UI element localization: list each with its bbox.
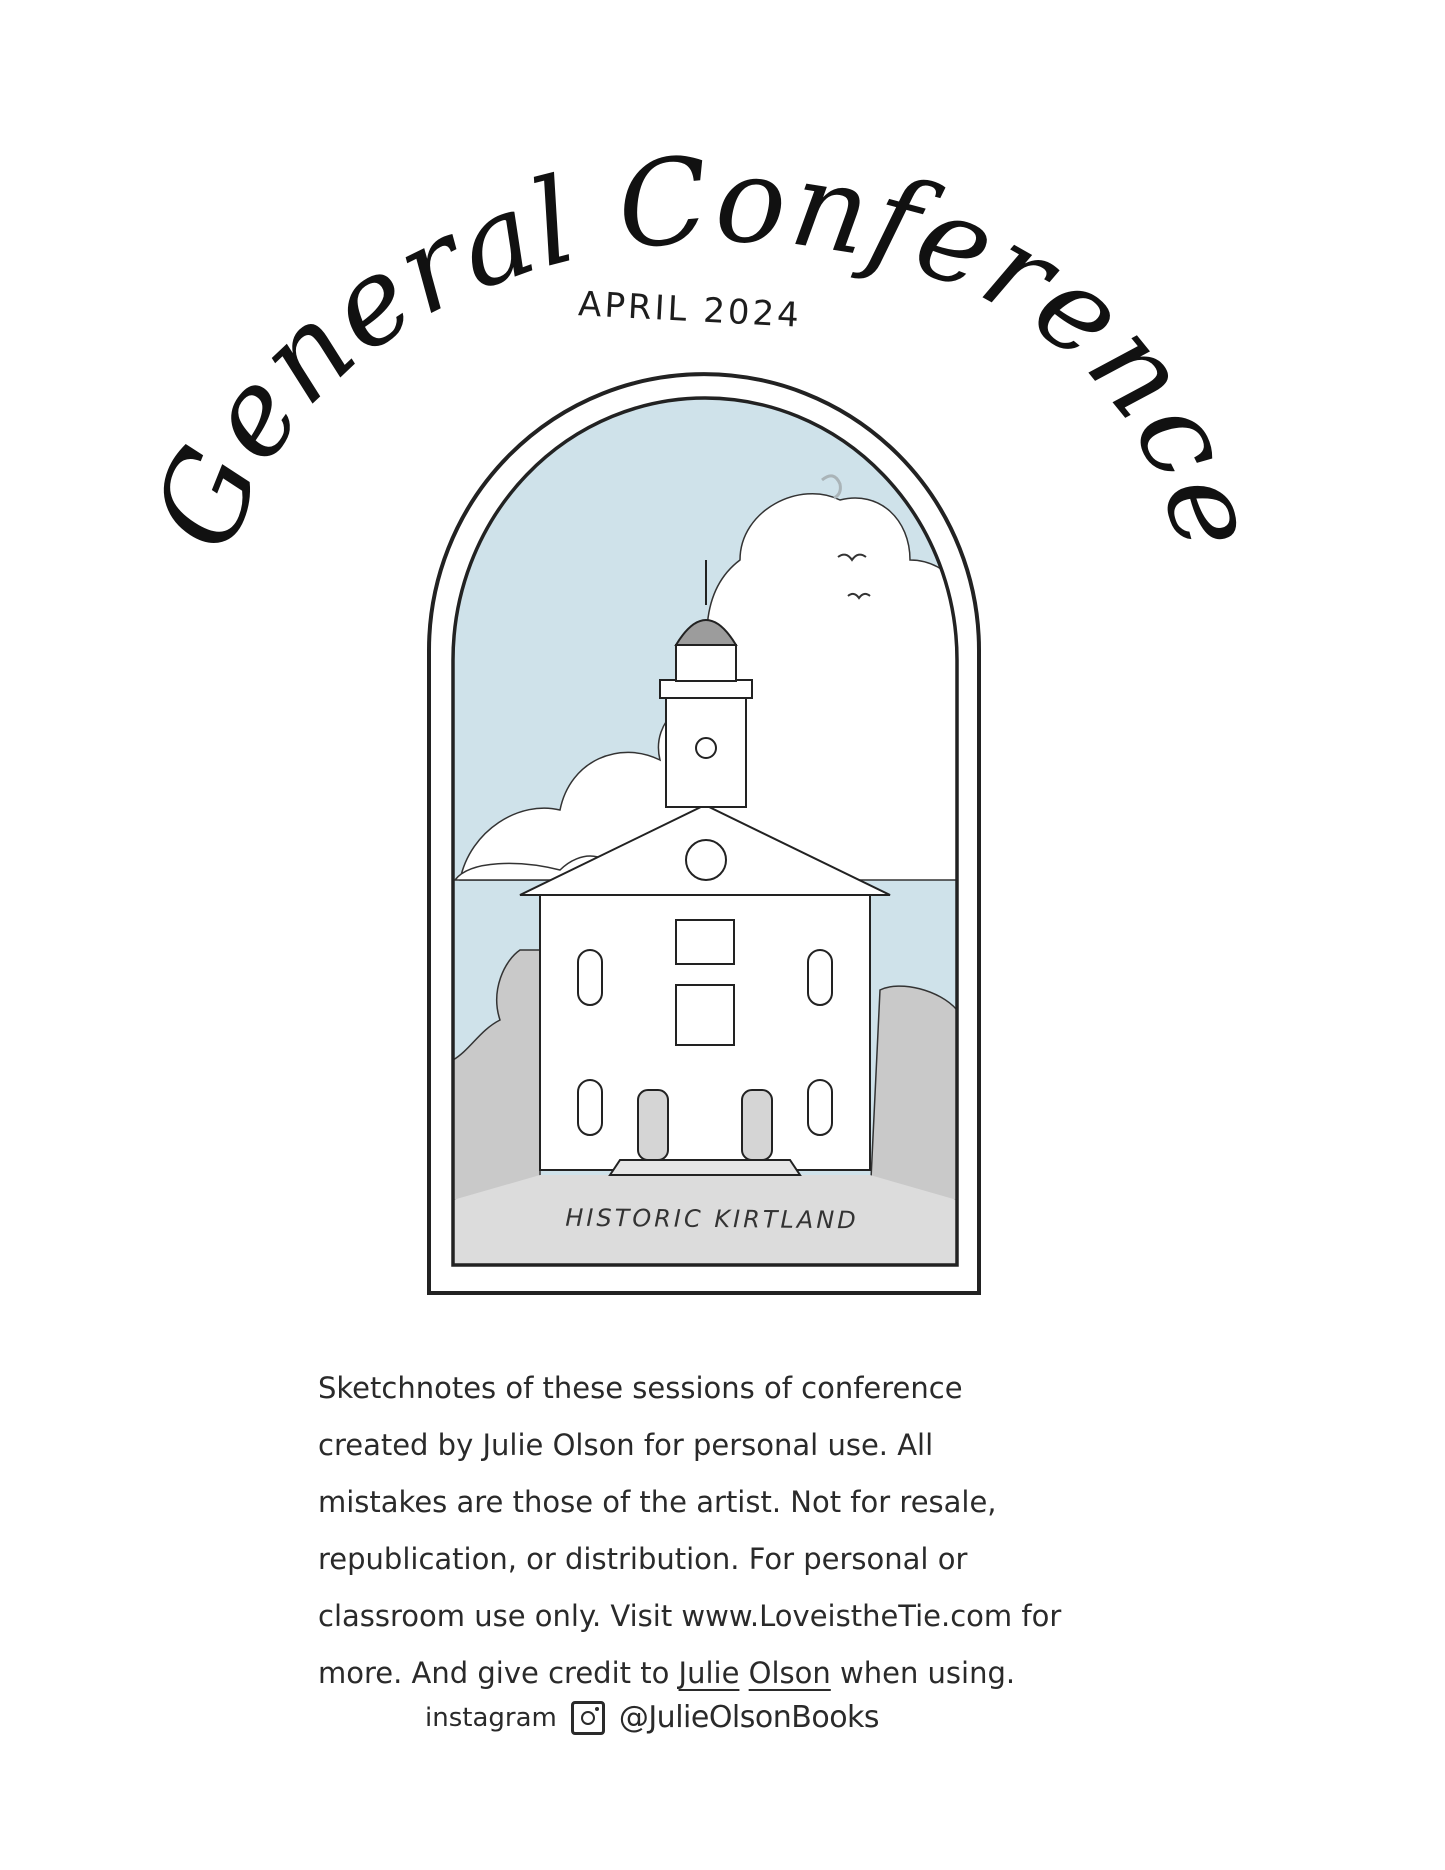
notes-line-website: classroom use only. Visit www.LoveistheTie.com for: [318, 1599, 1062, 1633]
illustration-caption: HISTORIC KIRTLAND: [565, 1203, 859, 1235]
notes-line: republication, or distribution. For personal or: [318, 1542, 968, 1576]
credit-last-name: Olson: [748, 1656, 831, 1690]
instagram-icon: [571, 1701, 605, 1735]
instagram-line: [425, 1700, 879, 1735]
usage-notes: [318, 1360, 1078, 1702]
notes-line: mistakes are those of the artist. Not for resale,: [318, 1485, 997, 1519]
credit-suffix: when using.: [830, 1656, 1016, 1690]
page-title: General Conference: [125, 130, 1288, 568]
instagram-label: instagram: [425, 1702, 557, 1733]
notes-line: created by Julie Olson for personal use. All: [318, 1428, 934, 1462]
notes-line-credit: [318, 1645, 1078, 1702]
conference-date: APRIL 2024: [577, 284, 803, 336]
credit-first-name: Julie: [678, 1656, 740, 1690]
credit-prefix: more. And give credit to: [318, 1656, 679, 1690]
notes-line: Sketchnotes of these sessions of conference: [318, 1371, 963, 1405]
instagram-handle: @JulieOlsonBooks: [618, 1700, 880, 1735]
